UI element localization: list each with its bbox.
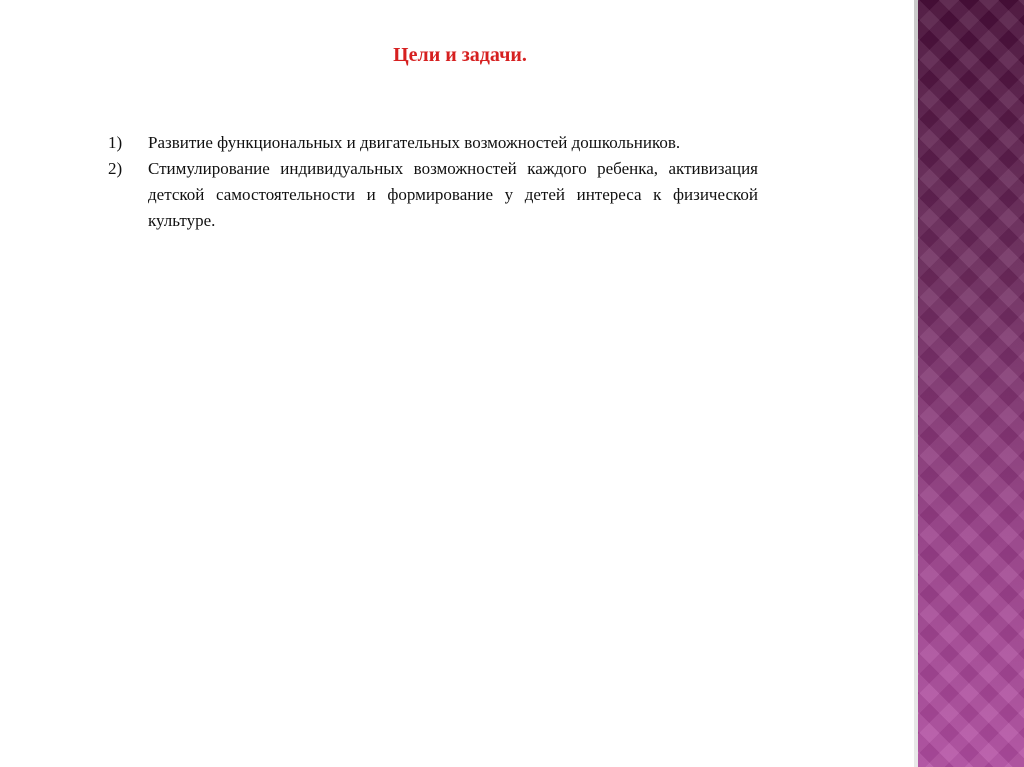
goals-list — [108, 130, 758, 234]
list-item — [108, 156, 758, 234]
side-band-edge — [914, 0, 918, 767]
list-item-text: Развитие функциональных и двигательных возможностей дошкольников. — [148, 133, 681, 152]
list-item — [108, 130, 758, 156]
slide-title: Цели и задачи. — [393, 44, 527, 66]
list-item-text: Стимулирование индивидуальных возможностей каждого ребенка, активизация детской самостоятельности и формирование у детей интереса к физической культуре. — [148, 159, 758, 230]
decorative-side-band — [914, 0, 1024, 767]
list-item-number: 2) — [108, 159, 123, 178]
list-item-number: 1) — [108, 133, 123, 152]
